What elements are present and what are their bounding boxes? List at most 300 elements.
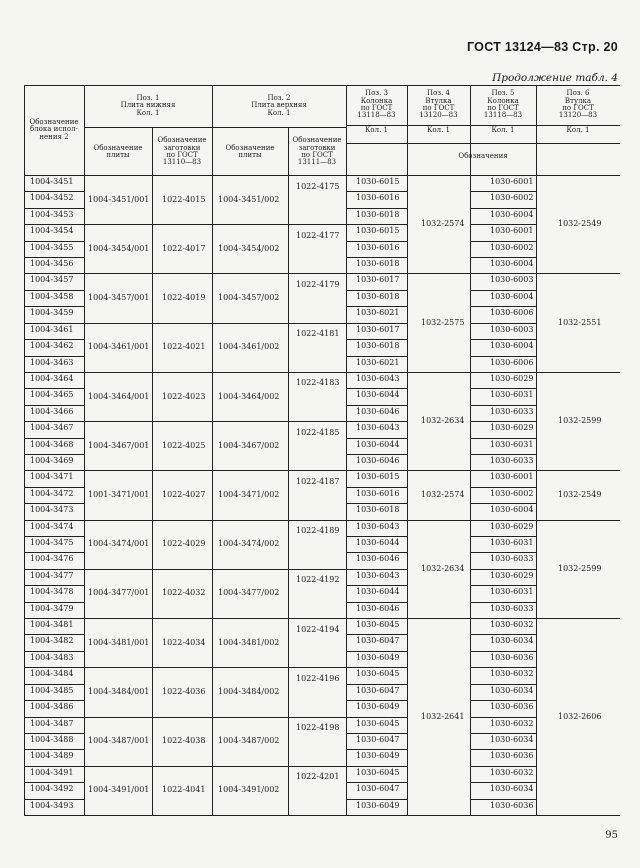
block-id: 1004-3462: [30, 341, 74, 351]
column-header-pos2: Поз. 2 Плита верхняя Кол. 1: [251, 93, 307, 117]
pos5-value: 1030-6002: [490, 488, 534, 498]
row-rule: [470, 618, 536, 619]
pos3-value: 1030-6017: [356, 275, 400, 285]
pos5-value: 1030-6031: [490, 390, 534, 400]
group-rule: [84, 470, 346, 471]
row-rule: [470, 208, 536, 209]
pos1-blank: 1022-4041: [162, 785, 206, 795]
row-rule: [470, 569, 536, 570]
column-header-pos6: Поз. 6 Втулка по ГОСТ 13120—83: [558, 89, 598, 120]
column-header-pos2-blank: Обозначение заготовки по ГОСТ 13111—83: [292, 136, 342, 167]
pos5-value: 1030-6033: [490, 406, 534, 416]
pos1-blank: 1022-4017: [162, 243, 206, 253]
row-rule: [470, 536, 536, 537]
pos5-value: 1030-6004: [490, 341, 534, 351]
block-id: 1004-3468: [30, 439, 74, 449]
pos3-value: 1030-6016: [356, 242, 400, 252]
pos4-value: 1032-2574: [421, 219, 465, 229]
table-header-bottom-rule: [24, 175, 620, 176]
pos1-plate: 1004-3464/001: [88, 391, 150, 401]
pos6-group-rule: [536, 520, 620, 521]
row-rule: [470, 503, 536, 504]
pos1-plate: 1004-3474/001: [88, 539, 150, 549]
pos4-group-rule: [407, 815, 470, 816]
pos3-value: 1030-6049: [356, 702, 400, 712]
row-rule: [24, 257, 84, 258]
row-rule: [470, 241, 536, 242]
row-rule: [346, 618, 407, 619]
pos3-value: 1030-6017: [356, 324, 400, 334]
pos1-plate: 1004-3481/001: [88, 637, 150, 647]
pos3-value: 1030-6046: [356, 554, 400, 564]
block-id: 1004-3479: [30, 603, 74, 613]
row-rule: [24, 569, 84, 570]
pos3-value: 1030-6018: [356, 209, 400, 219]
group-rule: [84, 421, 346, 422]
pos2-plate: 1004-3461/002: [218, 342, 280, 352]
pos1-blank: 1022-4015: [162, 194, 206, 204]
pos5-value: 1030-6036: [490, 702, 534, 712]
row-rule: [470, 257, 536, 258]
pos5-value: 1030-6004: [490, 209, 534, 219]
pos2-blank: 1022-4192: [296, 575, 340, 585]
block-id: 1004-3471: [30, 472, 74, 482]
pos1-plate: 1004-3484/001: [88, 686, 150, 696]
row-rule: [470, 339, 536, 340]
column-header-pos1: Поз. 1 Плита нижняя Кол. 1: [120, 93, 176, 117]
row-rule: [24, 552, 84, 553]
pos5-value: 1030-6033: [490, 554, 534, 564]
row-rule: [24, 536, 84, 537]
column-header-block: Обозначение блока испол- нения 2: [29, 117, 79, 141]
pos1-plate: 1004-3467/001: [88, 440, 150, 450]
pos3-value: 1030-6015: [356, 226, 400, 236]
row-rule: [470, 602, 536, 603]
pos6-value: 1032-2599: [558, 416, 602, 426]
block-id: 1004-3453: [30, 209, 74, 219]
row-rule: [346, 438, 407, 439]
group-rule: [84, 224, 346, 225]
column-header-pos1-blank: Обозначение заготовки по ГОСТ 13110—83: [157, 136, 207, 167]
row-rule: [346, 552, 407, 553]
row-rule: [346, 339, 407, 340]
pos2-plate: 1004-3484/002: [218, 686, 280, 696]
block-id: 1004-3484: [30, 669, 74, 679]
pos3-value: 1030-6049: [356, 800, 400, 810]
row-rule: [470, 733, 536, 734]
qty-label: Кол. 1: [566, 126, 590, 134]
row-rule: [470, 470, 536, 471]
pos5-value: 1030-6036: [490, 652, 534, 662]
page-number: 95: [605, 830, 618, 841]
pos3-value: 1030-6049: [356, 751, 400, 761]
row-rule: [24, 372, 84, 373]
row-rule: [346, 257, 407, 258]
row-rule: [24, 520, 84, 521]
column-header-pos3: Поз. 3 Колонка по ГОСТ 13118—83: [357, 89, 396, 120]
column-header-pos1-plate: Обозначение плиты: [93, 143, 143, 159]
row-rule: [24, 717, 84, 718]
row-rule: [346, 208, 407, 209]
row-rule: [470, 815, 536, 816]
page-header: ГОСТ 13124—83 Стр. 20: [466, 40, 618, 54]
block-id: 1004-3457: [30, 275, 74, 285]
pos3-value: 1030-6021: [356, 357, 400, 367]
row-rule: [24, 733, 84, 734]
row-rule: [24, 487, 84, 488]
row-rule: [470, 306, 536, 307]
pos5-value: 1030-6032: [490, 669, 534, 679]
row-rule: [470, 438, 536, 439]
pos5-value: 1030-6029: [490, 521, 534, 531]
pos6-value: 1032-2549: [558, 219, 602, 229]
block-id: 1004-3483: [30, 652, 74, 662]
row-rule: [346, 602, 407, 603]
block-id: 1004-3459: [30, 308, 74, 318]
row-rule: [24, 290, 84, 291]
group-rule: [84, 667, 346, 668]
pos1-plate: 1004-3491/001: [88, 785, 150, 795]
row-rule: [470, 552, 536, 553]
pos2-plate: 1004-3491/002: [218, 785, 280, 795]
column-divider: [536, 85, 537, 815]
pos3-value: 1030-6049: [356, 652, 400, 662]
block-id: 1004-3451: [30, 177, 74, 186]
row-rule: [470, 487, 536, 488]
pos3-value: 1030-6043: [356, 373, 400, 383]
pos5-value: 1030-6004: [490, 505, 534, 515]
pos3-value: 1030-6046: [356, 603, 400, 613]
column-divider: [407, 85, 408, 815]
row-rule: [24, 634, 84, 635]
block-id: 1004-3481: [30, 620, 74, 630]
block-id: 1004-3488: [30, 734, 74, 744]
pos3-value: 1030-6015: [356, 177, 400, 186]
pos1-plate: 1004-3454/001: [88, 243, 150, 253]
block-id: 1004-3493: [30, 800, 74, 810]
pos3-value: 1030-6047: [356, 784, 400, 794]
row-rule: [470, 372, 536, 373]
row-rule: [24, 799, 84, 800]
row-rule: [346, 651, 407, 652]
block-id: 1004-3469: [30, 455, 74, 465]
row-rule: [470, 421, 536, 422]
pos5-value: 1030-6001: [490, 472, 534, 482]
pos6-value: 1032-2599: [558, 563, 602, 573]
pos6-group-rule: [536, 273, 620, 274]
pos2-blank: 1022-4187: [296, 476, 340, 486]
block-id: 1004-3461: [30, 324, 74, 334]
row-rule: [470, 273, 536, 274]
pos5-value: 1030-6031: [490, 439, 534, 449]
pos4-group-rule: [407, 273, 470, 274]
pos5-value: 1030-6031: [490, 538, 534, 548]
row-rule: [346, 569, 407, 570]
pos4-group-rule: [407, 372, 470, 373]
pos5-value: 1030-6034: [490, 784, 534, 794]
row-rule: [24, 405, 84, 406]
table-continuation-label: Продолжение табл. 4: [492, 72, 618, 84]
row-rule: [346, 454, 407, 455]
row-rule: [470, 700, 536, 701]
block-id: 1004-3463: [30, 357, 74, 367]
block-id: 1004-3466: [30, 406, 74, 416]
row-rule: [470, 634, 536, 635]
pos6-group-rule: [536, 618, 620, 619]
block-id: 1004-3473: [30, 505, 74, 515]
pos1-blank: 1022-4032: [162, 588, 206, 598]
pos3-value: 1030-6043: [356, 521, 400, 531]
row-rule: [470, 585, 536, 586]
column-divider: [84, 85, 85, 815]
group-rule: [84, 717, 346, 718]
block-id: 1004-3487: [30, 718, 74, 728]
row-rule: [24, 454, 84, 455]
pos6-value: 1032-2606: [558, 711, 602, 721]
pos4-group-rule: [407, 520, 470, 521]
pos5-value: 1030-6002: [490, 193, 534, 203]
block-id: 1004-3454: [30, 226, 74, 236]
row-rule: [470, 454, 536, 455]
row-rule: [24, 667, 84, 668]
qty-label: Кол. 1: [427, 126, 450, 134]
pos3-value: 1030-6044: [356, 538, 400, 548]
row-rule: [470, 782, 536, 783]
pos2-blank: 1022-4196: [296, 673, 340, 683]
row-rule: [24, 224, 84, 225]
row-rule: [470, 356, 536, 357]
pos3-value: 1030-6043: [356, 570, 400, 580]
row-rule: [24, 388, 84, 389]
group-rule: [84, 766, 346, 767]
pos4-value: 1032-2641: [421, 711, 465, 721]
row-rule: [470, 388, 536, 389]
pos5-value: 1030-6004: [490, 259, 534, 269]
row-rule: [470, 799, 536, 800]
pos2-blank: 1022-4181: [296, 329, 340, 339]
row-rule: [346, 290, 407, 291]
header-subdivider: [84, 127, 346, 128]
row-rule: [24, 356, 84, 357]
block-id: 1004-3477: [30, 570, 74, 580]
row-rule: [470, 405, 536, 406]
pos5-value: 1030-6001: [490, 226, 534, 236]
row-rule: [24, 749, 84, 750]
row-rule: [346, 273, 407, 274]
pos5-value: 1030-6036: [490, 800, 534, 810]
block-id: 1004-3474: [30, 521, 74, 531]
row-rule: [24, 602, 84, 603]
pos5-value: 1030-6034: [490, 636, 534, 646]
row-rule: [24, 208, 84, 209]
pos2-blank: 1022-4201: [296, 772, 340, 782]
pos5-value: 1030-6033: [490, 455, 534, 465]
pos3-value: 1030-6021: [356, 308, 400, 318]
block-id: 1004-3485: [30, 685, 74, 695]
pos2-plate: 1004-3477/002: [218, 588, 280, 598]
row-rule: [346, 503, 407, 504]
pos1-blank: 1022-4021: [162, 342, 206, 352]
row-rule: [346, 323, 407, 324]
pos5-value: 1030-6033: [490, 603, 534, 613]
row-rule: [346, 585, 407, 586]
pos3-value: 1030-6044: [356, 439, 400, 449]
pos3-value: 1030-6018: [356, 259, 400, 269]
column-header-pos4: Поз. 4 Втулка по ГОСТ 13120—83: [419, 89, 458, 120]
row-rule: [346, 306, 407, 307]
pos1-plate: 1004-3477/001: [88, 588, 150, 598]
row-rule: [346, 536, 407, 537]
pos4-value: 1032-2634: [421, 563, 465, 573]
row-rule: [24, 700, 84, 701]
pos5-value: 1030-6031: [490, 587, 534, 597]
pos2-plate: 1004-3457/002: [218, 293, 280, 303]
pos1-plate: 1004-3487/001: [88, 736, 150, 746]
pos4-value: 1032-2575: [421, 317, 465, 327]
pos3-value: 1030-6018: [356, 291, 400, 301]
pos3-value: 1030-6045: [356, 718, 400, 728]
pos6-group-rule: [536, 372, 620, 373]
row-rule: [470, 520, 536, 521]
pos5-value: 1030-6032: [490, 620, 534, 630]
pos2-plate: 1004-3467/002: [218, 440, 280, 450]
row-rule: [346, 487, 407, 488]
block-id: 1004-3458: [30, 291, 74, 301]
pos2-plate: 1004-3474/002: [218, 539, 280, 549]
column-header-pos5: Поз. 5 Колонка по ГОСТ 13118—83: [483, 89, 523, 120]
pos5-value: 1030-6029: [490, 570, 534, 580]
row-rule: [24, 585, 84, 586]
pos2-blank: 1022-4189: [296, 526, 340, 536]
pos5-value: 1030-6029: [490, 423, 534, 433]
row-rule: [346, 356, 407, 357]
block-id: 1004-3492: [30, 784, 74, 794]
row-rule: [470, 749, 536, 750]
block-id: 1004-3478: [30, 587, 74, 597]
pos1-blank: 1022-4038: [162, 736, 206, 746]
pos5-value: 1030-6036: [490, 751, 534, 761]
row-rule: [346, 421, 407, 422]
row-rule: [470, 684, 536, 685]
row-rule: [470, 290, 536, 291]
pos3-value: 1030-6043: [356, 423, 400, 433]
group-rule: [84, 815, 346, 816]
pos3-value: 1030-6045: [356, 620, 400, 630]
column-header-pos2-plate: Обозначение плиты: [225, 143, 275, 159]
pos2-blank: 1022-4177: [296, 230, 340, 240]
row-rule: [346, 815, 407, 816]
row-rule: [346, 405, 407, 406]
block-id: 1004-3467: [30, 423, 74, 433]
pos3-value: 1030-6016: [356, 488, 400, 498]
pos5-value: 1030-6006: [490, 357, 534, 367]
row-rule: [24, 618, 84, 619]
group-rule: [84, 569, 346, 570]
pos1-plate: 1004-3461/001: [88, 342, 150, 352]
row-rule: [346, 766, 407, 767]
pos5-value: 1030-6002: [490, 242, 534, 252]
pos2-blank: 1022-4179: [296, 280, 340, 290]
pos3-value: 1030-6044: [356, 587, 400, 597]
block-id: 1004-3472: [30, 488, 74, 498]
row-rule: [24, 323, 84, 324]
pos2-plate: 1004-3471/002: [218, 490, 280, 499]
pos1-blank: 1022-4036: [162, 686, 206, 696]
table-left-rule: [24, 85, 25, 815]
pos3-value: 1030-6047: [356, 734, 400, 744]
designations-label: Обозначения: [458, 152, 508, 160]
row-rule: [346, 191, 407, 192]
pos2-plate: 1004-3481/002: [218, 637, 280, 647]
pos5-value: 1030-6004: [490, 291, 534, 301]
row-rule: [24, 651, 84, 652]
block-id: 1004-3456: [30, 259, 74, 269]
pos5-value: 1030-6003: [490, 275, 534, 285]
pos2-blank: 1022-4183: [296, 378, 340, 388]
pos5-value: 1030-6006: [490, 308, 534, 318]
pos6-group-rule: [536, 815, 620, 816]
row-rule: [24, 438, 84, 439]
row-rule: [346, 684, 407, 685]
row-rule: [470, 191, 536, 192]
block-id: 1004-3486: [30, 702, 74, 712]
row-rule: [470, 717, 536, 718]
pos1-blank: 1022-4023: [162, 391, 206, 401]
row-rule: [470, 323, 536, 324]
pos2-blank: 1022-4185: [296, 427, 340, 437]
row-rule: [346, 717, 407, 718]
row-rule: [24, 470, 84, 471]
pos3-value: 1030-6016: [356, 193, 400, 203]
pos3-value: 1030-6047: [356, 636, 400, 646]
pos1-blank: 1022-4025: [162, 440, 206, 450]
block-id: 1004-3491: [30, 767, 74, 777]
group-rule: [84, 372, 346, 373]
row-rule: [346, 799, 407, 800]
row-rule: [24, 191, 84, 192]
pos5-value: 1030-6001: [490, 177, 534, 186]
group-rule: [84, 618, 346, 619]
row-rule: [24, 503, 84, 504]
pos3-value: 1030-6015: [356, 472, 400, 482]
block-id: 1004-3465: [30, 390, 74, 400]
pos3-value: 1030-6046: [356, 455, 400, 465]
pos2-plate: 1004-3454/002: [218, 243, 280, 253]
block-id: 1004-3482: [30, 636, 74, 646]
qty-label: Кол. 1: [491, 126, 515, 134]
row-rule: [24, 339, 84, 340]
row-rule: [346, 700, 407, 701]
row-rule: [346, 241, 407, 242]
row-rule: [470, 651, 536, 652]
pos2-plate: 1004-3464/002: [218, 391, 280, 401]
pos5-value: 1030-6032: [490, 718, 534, 728]
column-divider: [212, 85, 213, 815]
row-rule: [346, 749, 407, 750]
pos1-plate: 1004-3451/001: [88, 194, 150, 204]
pos2-blank: 1022-4175: [296, 181, 340, 191]
pos5-value: 1030-6029: [490, 373, 534, 383]
pos4-value: 1032-2634: [421, 416, 465, 426]
pos1-blank: 1022-4029: [162, 539, 206, 549]
row-rule: [24, 241, 84, 242]
row-rule: [346, 634, 407, 635]
pos6-group-rule: [536, 470, 620, 471]
pos6-value: 1032-2551: [558, 317, 602, 327]
row-rule: [470, 766, 536, 767]
component-table: [24, 85, 620, 815]
group-rule: [84, 323, 346, 324]
